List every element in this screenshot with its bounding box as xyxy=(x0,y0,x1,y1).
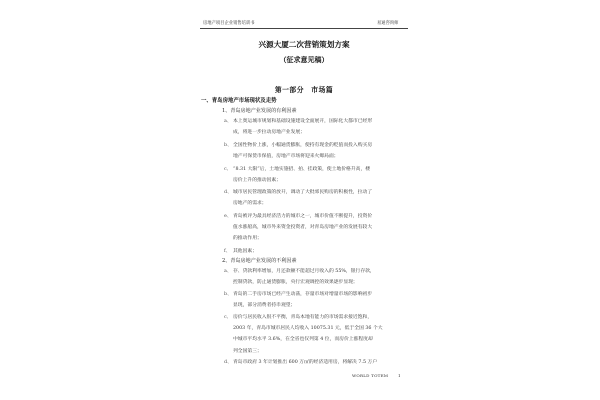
subsection-heading-unfavorable: 2、青岛房地产业发展的不利因素 xyxy=(222,258,297,264)
list-item-line: 地产可保货币保值，房地产市场将迎来火爆局面； xyxy=(233,154,339,160)
page-number: 1 xyxy=(398,373,401,378)
subsection-heading-favorable: 1、青岛房地产业发展的有利因素 xyxy=(222,108,297,114)
list-marker: f、 xyxy=(224,249,231,254)
list-marker: a、 xyxy=(224,269,232,274)
running-header-right: 易通咨询师 xyxy=(377,21,399,26)
list-item-line: 成，将进一步拉动房地产业发展； xyxy=(233,130,305,136)
list-item xyxy=(224,312,403,357)
list-item-line: 显现，部分消费者持币观望； xyxy=(233,303,296,309)
list-item-line: 2003 年，青岛市城市居民人均收入 10075.31 元，低于全国 36 个大 xyxy=(233,326,383,332)
list-item xyxy=(224,187,403,209)
list-item-line: 其他因素； xyxy=(233,249,257,254)
list-marker: b、 xyxy=(224,143,232,148)
list-item-line: 中城市平均水平 3.6%，在全省也仅列第 4 位，而房价上涨程度却 xyxy=(233,337,373,343)
document-subtitle: （征求意见稿） xyxy=(279,55,329,64)
list-item-line: 的推动作用； xyxy=(233,236,262,242)
list-marker: e、 xyxy=(224,214,232,219)
list-item-line: “8.31 大限”后，土地实施招、拍、挂政策，使土地价格升高，楼 xyxy=(233,167,371,172)
footer-brand: WORLD TOTEM xyxy=(352,373,389,378)
list-item-line: 列全国第三； xyxy=(233,348,262,354)
list-item-line: 控制贷款，防止通货膨胀，央行宏观调控的效果逐步显现； xyxy=(233,280,358,286)
document-title: 兴源大厦二次营销策划方案 xyxy=(258,40,350,49)
list-item-line: 青岛市政府 3 年计划推出 600 万㎡的经济适用房，将解决 7.5 万户 xyxy=(233,360,378,365)
list-item xyxy=(224,289,403,311)
list-item xyxy=(224,116,403,138)
list-item xyxy=(224,211,403,245)
list-item-line: 全国性物价上涨，小幅通货膨胀，使持有现金的贬值而投入购买房 xyxy=(233,143,373,148)
list-marker: b、 xyxy=(224,292,232,297)
list-item-line: 城市居民管理政策的放开，调动了大批郊民购房的积极性，拉动了 xyxy=(233,190,373,195)
list-item-line: 存、贷款利率增加，月还款额不能超过月收入的 55%，银行存款， xyxy=(233,269,375,274)
list-marker: d、 xyxy=(224,190,232,195)
list-marker: a、 xyxy=(224,119,232,124)
list-item xyxy=(224,246,403,257)
list-item xyxy=(224,266,403,288)
list-item xyxy=(224,140,403,162)
list-marker: c、 xyxy=(224,315,232,320)
list-marker: c、 xyxy=(224,167,232,172)
list-item-line: 房地产的需求； xyxy=(233,201,267,207)
list-item-line: 值水涨船高，城市外来资金投资者，对青岛房地产业的发展有较大 xyxy=(233,225,373,231)
running-header-left: 房地产项目企业销售培训书 xyxy=(203,21,255,26)
section-heading: 一、青岛房地产市场现状及走势 xyxy=(201,98,277,104)
list-item xyxy=(224,357,403,368)
list-item xyxy=(224,164,403,186)
part-title: 第一部分 市场篇 xyxy=(274,86,334,94)
list-item-line: 青岛被评为最具经济活力的城市之一，城市价值不断提升，投资价 xyxy=(233,214,373,219)
list-item-line: 本上奥运城市规划和基础设施建设全面展开，国际化大都市已经形 xyxy=(233,119,373,124)
list-item-line: 房价上升的推动因素； xyxy=(233,178,281,184)
list-item-line: 房价与居民收入很不平衡，青岛本地有能力的市场需求接近饱和， xyxy=(233,315,373,320)
list-item-line: 青岛的二手房市场已经产生动荡，存量市场对增量市场的影响初步 xyxy=(233,292,373,297)
list-marker: d、 xyxy=(224,360,232,365)
header-divider xyxy=(200,28,408,29)
